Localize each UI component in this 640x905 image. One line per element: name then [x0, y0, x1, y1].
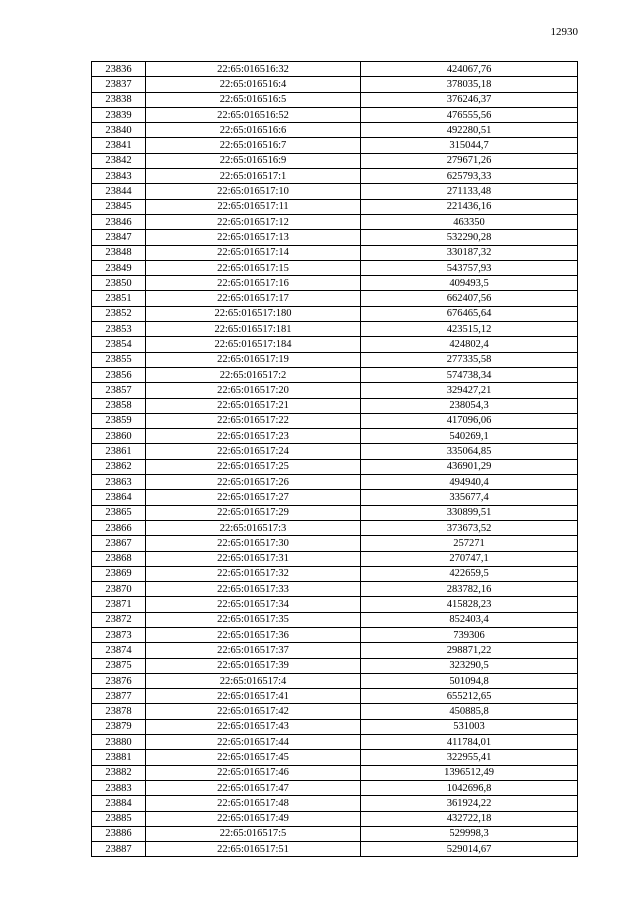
- cadastral-value-cell: 574738,34: [361, 367, 578, 382]
- cadastral-number-cell: 22:65:016517:21: [146, 398, 361, 413]
- row-number-cell: 23840: [92, 123, 146, 138]
- table-row: [92, 750, 578, 765]
- table-row: [92, 780, 578, 795]
- cadastral-number-cell: 22:65:016517:17: [146, 291, 361, 306]
- table-row: [92, 367, 578, 382]
- table-row: [92, 566, 578, 581]
- cadastral-value-cell: 322955,41: [361, 750, 578, 765]
- cadastral-value-cell: 378035,18: [361, 77, 578, 92]
- cadastral-value-cell: 329427,21: [361, 383, 578, 398]
- cadastral-number-cell: 22:65:016516:9: [146, 153, 361, 168]
- cadastral-number-cell: 22:65:016517:24: [146, 444, 361, 459]
- table-row: [92, 490, 578, 505]
- table-row: [92, 184, 578, 199]
- cadastral-number-cell: 22:65:016517:41: [146, 689, 361, 704]
- row-number-cell: 23838: [92, 92, 146, 107]
- cadastral-value-cell: 415828,23: [361, 597, 578, 612]
- cadastral-value-cell: 411784,01: [361, 735, 578, 750]
- cadastral-number-cell: 22:65:016517:184: [146, 337, 361, 352]
- cadastral-number-cell: 22:65:016517:37: [146, 643, 361, 658]
- row-number-cell: 23862: [92, 459, 146, 474]
- cadastral-value-cell: 423515,12: [361, 322, 578, 337]
- table-row: [92, 582, 578, 597]
- table-row: [92, 811, 578, 826]
- cadastral-number-cell: 22:65:016517:49: [146, 811, 361, 826]
- row-number-cell: 23875: [92, 658, 146, 673]
- table-row: [92, 245, 578, 260]
- row-number-cell: 23837: [92, 77, 146, 92]
- cadastral-number-cell: 22:65:016516:52: [146, 107, 361, 122]
- cadastral-number-cell: 22:65:016517:29: [146, 505, 361, 520]
- cadastral-number-cell: 22:65:016517:15: [146, 260, 361, 275]
- table-row: [92, 735, 578, 750]
- cadastral-value-cell: 739306: [361, 627, 578, 642]
- cadastral-value-cell: 494940,4: [361, 475, 578, 490]
- row-number-cell: 23877: [92, 689, 146, 704]
- cadastral-number-cell: 22:65:016517:30: [146, 536, 361, 551]
- table-row: [92, 643, 578, 658]
- cadastral-number-cell: 22:65:016517:51: [146, 842, 361, 857]
- row-number-cell: 23844: [92, 184, 146, 199]
- row-number-cell: 23878: [92, 704, 146, 719]
- cadastral-value-cell: 543757,93: [361, 260, 578, 275]
- row-number-cell: 23857: [92, 383, 146, 398]
- row-number-cell: 23847: [92, 230, 146, 245]
- row-number-cell: 23859: [92, 413, 146, 428]
- cadastral-value-cell: 540269,1: [361, 429, 578, 444]
- cadastral-value-cell: 531003: [361, 719, 578, 734]
- row-number-cell: 23842: [92, 153, 146, 168]
- table-row: [92, 291, 578, 306]
- row-number-cell: 23849: [92, 260, 146, 275]
- table-row: [92, 138, 578, 153]
- table-row: [92, 398, 578, 413]
- row-number-cell: 23867: [92, 536, 146, 551]
- cadastral-value-cell: 315044,7: [361, 138, 578, 153]
- cadastral-number-cell: 22:65:016517:34: [146, 597, 361, 612]
- cadastral-number-cell: 22:65:016517:36: [146, 627, 361, 642]
- cadastral-number-cell: 22:65:016517:32: [146, 566, 361, 581]
- cadastral-value-cell: 298871,22: [361, 643, 578, 658]
- cadastral-number-cell: 22:65:016517:33: [146, 582, 361, 597]
- table-row: [92, 520, 578, 535]
- row-number-cell: 23851: [92, 291, 146, 306]
- table-row: [92, 62, 578, 77]
- table-row: [92, 306, 578, 321]
- table-row: [92, 123, 578, 138]
- cadastral-number-cell: 22:65:016517:11: [146, 199, 361, 214]
- cadastral-value-cell: 501094,8: [361, 673, 578, 688]
- cadastral-number-cell: 22:65:016517:4: [146, 673, 361, 688]
- row-number-cell: 23845: [92, 199, 146, 214]
- cadastral-number-cell: 22:65:016517:43: [146, 719, 361, 734]
- cadastral-number-cell: 22:65:016517:44: [146, 735, 361, 750]
- cadastral-number-cell: 22:65:016517:35: [146, 612, 361, 627]
- table-row: [92, 230, 578, 245]
- table-row: [92, 169, 578, 184]
- row-number-cell: 23880: [92, 735, 146, 750]
- cadastral-number-cell: 22:65:016517:1: [146, 169, 361, 184]
- cadastral-value-cell: 277335,58: [361, 352, 578, 367]
- table-row: [92, 92, 578, 107]
- cadastral-number-cell: 22:65:016517:46: [146, 765, 361, 780]
- cadastral-number-cell: 22:65:016517:13: [146, 230, 361, 245]
- row-number-cell: 23885: [92, 811, 146, 826]
- cadastral-value-cell: 676465,64: [361, 306, 578, 321]
- table-row: [92, 77, 578, 92]
- cadastral-number-cell: 22:65:016517:23: [146, 429, 361, 444]
- cadastral-value-cell: 424802,4: [361, 337, 578, 352]
- table-row: [92, 796, 578, 811]
- cadastral-number-cell: 22:65:016517:5: [146, 826, 361, 841]
- cadastral-number-cell: 22:65:016517:45: [146, 750, 361, 765]
- cadastral-number-cell: 22:65:016517:14: [146, 245, 361, 260]
- cadastral-value-cell: 409493,5: [361, 276, 578, 291]
- table-row: [92, 536, 578, 551]
- cadastral-value-cell: 330187,32: [361, 245, 578, 260]
- cadastral-number-cell: 22:65:016517:16: [146, 276, 361, 291]
- table-row: [92, 199, 578, 214]
- row-number-cell: 23836: [92, 62, 146, 77]
- row-number-cell: 23861: [92, 444, 146, 459]
- row-number-cell: 23846: [92, 214, 146, 229]
- cadastral-value-cell: 417096,06: [361, 413, 578, 428]
- row-number-cell: 23869: [92, 566, 146, 581]
- cadastral-value-cell: 476555,56: [361, 107, 578, 122]
- cadastral-number-cell: 22:65:016517:42: [146, 704, 361, 719]
- table-row: [92, 505, 578, 520]
- cadastral-value-cell: 330899,51: [361, 505, 578, 520]
- row-number-cell: 23879: [92, 719, 146, 734]
- table-row: [92, 107, 578, 122]
- cadastral-number-cell: 22:65:016517:26: [146, 475, 361, 490]
- row-number-cell: 23841: [92, 138, 146, 153]
- cadastral-value-cell: 335677,4: [361, 490, 578, 505]
- cadastral-value-cell: 655212,65: [361, 689, 578, 704]
- cadastral-number-cell: 22:65:016516:6: [146, 123, 361, 138]
- cadastral-number-cell: 22:65:016516:7: [146, 138, 361, 153]
- cadastral-number-cell: 22:65:016517:181: [146, 322, 361, 337]
- cadastral-number-cell: 22:65:016516:5: [146, 92, 361, 107]
- cadastral-value-cell: 271133,48: [361, 184, 578, 199]
- row-number-cell: 23858: [92, 398, 146, 413]
- table-row: [92, 689, 578, 704]
- table-row: [92, 352, 578, 367]
- row-number-cell: 23850: [92, 276, 146, 291]
- cadastral-value-cell: 279671,26: [361, 153, 578, 168]
- cadastral-value-cell: 463350: [361, 214, 578, 229]
- cadastral-value-cell: 529014,67: [361, 842, 578, 857]
- cadastral-number-cell: 22:65:016517:27: [146, 490, 361, 505]
- cadastral-value-cell: 422659,5: [361, 566, 578, 581]
- row-number-cell: 23839: [92, 107, 146, 122]
- row-number-cell: 23860: [92, 429, 146, 444]
- cadastral-value-cell: 373673,52: [361, 520, 578, 535]
- cadastral-value-cell: 532290,28: [361, 230, 578, 245]
- cadastral-number-cell: 22:65:016517:39: [146, 658, 361, 673]
- row-number-cell: 23866: [92, 520, 146, 535]
- cadastral-number-cell: 22:65:016517:180: [146, 306, 361, 321]
- table-row: [92, 429, 578, 444]
- row-number-cell: 23848: [92, 245, 146, 260]
- cadastral-value-cell: 852403,4: [361, 612, 578, 627]
- table-row: [92, 597, 578, 612]
- table-row: [92, 413, 578, 428]
- cadastral-value-cell: 323290,5: [361, 658, 578, 673]
- cadastral-value-cell: 625793,33: [361, 169, 578, 184]
- row-number-cell: 23853: [92, 322, 146, 337]
- row-number-cell: 23871: [92, 597, 146, 612]
- row-number-cell: 23887: [92, 842, 146, 857]
- cadastral-number-cell: 22:65:016516:32: [146, 62, 361, 77]
- row-number-cell: 23854: [92, 337, 146, 352]
- cadastral-number-cell: 22:65:016517:3: [146, 520, 361, 535]
- row-number-cell: 23883: [92, 780, 146, 795]
- table-row: [92, 383, 578, 398]
- row-number-cell: 23881: [92, 750, 146, 765]
- cadastral-value-cell: 1042696,8: [361, 780, 578, 795]
- table-row: [92, 260, 578, 275]
- table-row: [92, 214, 578, 229]
- table-row: [92, 612, 578, 627]
- cadastral-number-cell: 22:65:016517:22: [146, 413, 361, 428]
- cadastral-value-cell: 436901,29: [361, 459, 578, 474]
- table-row: [92, 322, 578, 337]
- cadastral-value-cell: 1396512,49: [361, 765, 578, 780]
- row-number-cell: 23855: [92, 352, 146, 367]
- cadastral-value-cell: 257271: [361, 536, 578, 551]
- cadastral-value-cell: 335064,85: [361, 444, 578, 459]
- row-number-cell: 23864: [92, 490, 146, 505]
- cadastral-value-cell: 376246,37: [361, 92, 578, 107]
- cadastral-value-cell: 432722,18: [361, 811, 578, 826]
- table-row: [92, 842, 578, 857]
- row-number-cell: 23865: [92, 505, 146, 520]
- cadastral-value-table: [91, 61, 578, 857]
- cadastral-number-cell: 22:65:016517:47: [146, 780, 361, 795]
- table-row: [92, 658, 578, 673]
- table-row: [92, 276, 578, 291]
- row-number-cell: 23870: [92, 582, 146, 597]
- cadastral-value-cell: 283782,16: [361, 582, 578, 597]
- row-number-cell: 23874: [92, 643, 146, 658]
- cadastral-value-cell: 662407,56: [361, 291, 578, 306]
- cadastral-number-cell: 22:65:016517:48: [146, 796, 361, 811]
- table-row: [92, 551, 578, 566]
- cadastral-value-cell: 361924,22: [361, 796, 578, 811]
- row-number-cell: 23856: [92, 367, 146, 382]
- cadastral-value-cell: 221436,16: [361, 199, 578, 214]
- cadastral-number-cell: 22:65:016517:20: [146, 383, 361, 398]
- cadastral-number-cell: 22:65:016517:12: [146, 214, 361, 229]
- row-number-cell: 23868: [92, 551, 146, 566]
- cadastral-value-cell: 270747,1: [361, 551, 578, 566]
- table-row: [92, 459, 578, 474]
- cadastral-value-cell: 492280,51: [361, 123, 578, 138]
- table-row: [92, 337, 578, 352]
- row-number-cell: 23852: [92, 306, 146, 321]
- table-row: [92, 826, 578, 841]
- table-row: [92, 153, 578, 168]
- cadastral-value-cell: 424067,76: [361, 62, 578, 77]
- cadastral-number-cell: 22:65:016517:2: [146, 367, 361, 382]
- row-number-cell: 23863: [92, 475, 146, 490]
- cadastral-number-cell: 22:65:016517:25: [146, 459, 361, 474]
- row-number-cell: 23876: [92, 673, 146, 688]
- cadastral-number-cell: 22:65:016516:4: [146, 77, 361, 92]
- row-number-cell: 23873: [92, 627, 146, 642]
- table-row: [92, 704, 578, 719]
- page-number: 12930: [550, 26, 578, 38]
- cadastral-number-cell: 22:65:016517:31: [146, 551, 361, 566]
- cadastral-number-cell: 22:65:016517:19: [146, 352, 361, 367]
- row-number-cell: 23843: [92, 169, 146, 184]
- cadastral-value-cell: 238054,3: [361, 398, 578, 413]
- cadastral-value-cell: 450885,8: [361, 704, 578, 719]
- cadastral-value-cell: 529998,3: [361, 826, 578, 841]
- row-number-cell: 23882: [92, 765, 146, 780]
- table-body: [92, 62, 578, 857]
- row-number-cell: 23884: [92, 796, 146, 811]
- table-row: [92, 444, 578, 459]
- row-number-cell: 23886: [92, 826, 146, 841]
- table-row: [92, 765, 578, 780]
- table-row: [92, 719, 578, 734]
- table-row: [92, 673, 578, 688]
- table-row: [92, 627, 578, 642]
- cadastral-number-cell: 22:65:016517:10: [146, 184, 361, 199]
- table-row: [92, 475, 578, 490]
- row-number-cell: 23872: [92, 612, 146, 627]
